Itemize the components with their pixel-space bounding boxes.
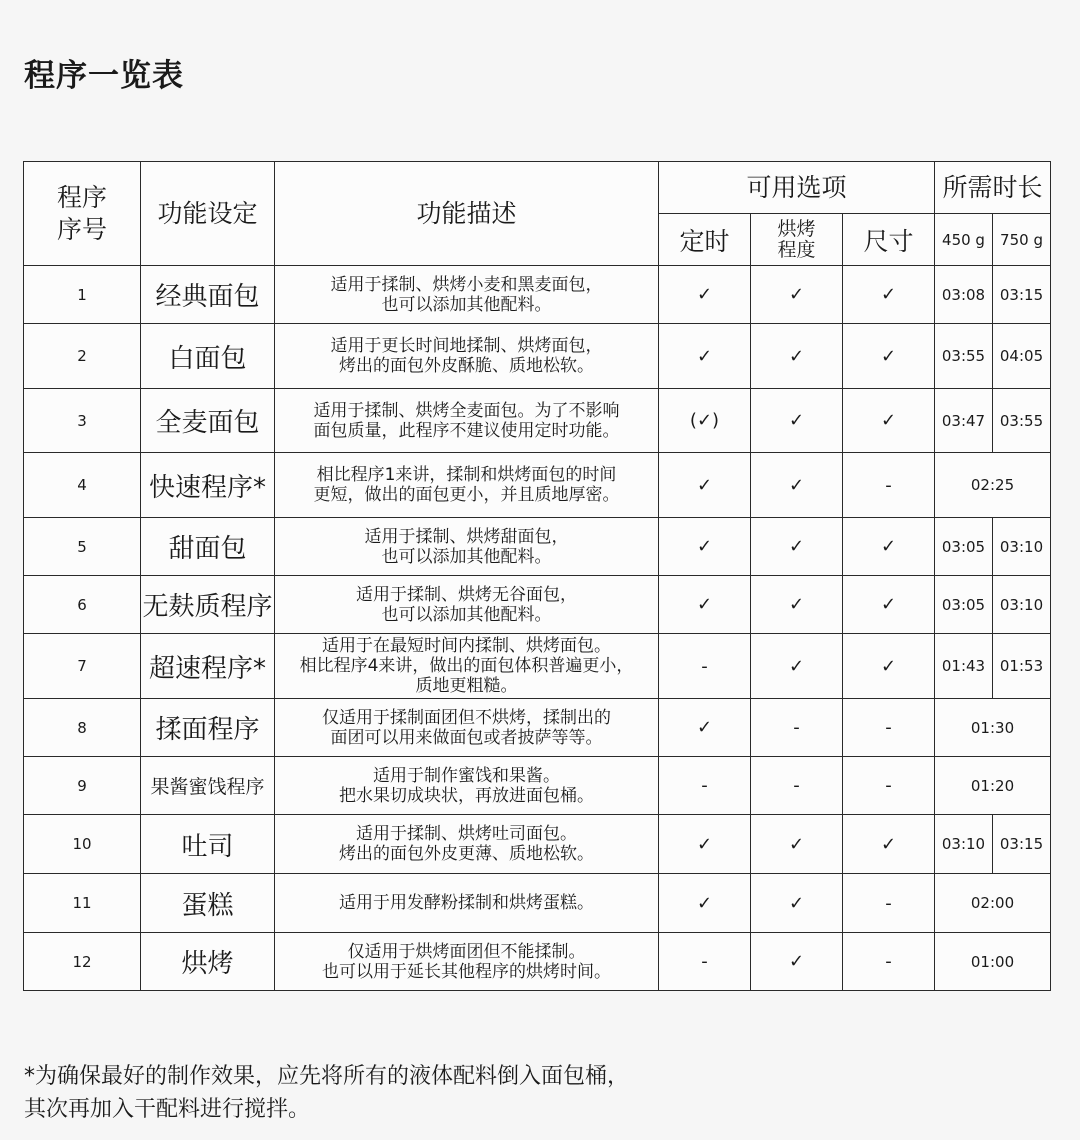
program-name: 快速程序* xyxy=(141,453,275,518)
size-option-mark: ✓ xyxy=(843,815,935,874)
program-description xyxy=(275,576,659,634)
browning-option-mark: ✓ xyxy=(751,324,843,389)
size-option-mark: ✓ xyxy=(843,266,935,324)
timer-option-mark: ✓ xyxy=(659,324,751,389)
description-line: 相比程序4来讲，做出的面包体积普遍更小， xyxy=(299,656,634,676)
timer-option-mark: (✓) xyxy=(659,389,751,453)
duration-750g: 03:55 xyxy=(993,389,1051,453)
browning-option-mark: ✓ xyxy=(751,815,843,874)
program-description xyxy=(275,933,659,991)
program-description xyxy=(275,518,659,576)
footnote-line: *为确保最好的制作效果，应先将所有的液体配料倒入面包桶， xyxy=(24,1064,630,1089)
description-line: 也可以用于延长其他程序的烘烤时间。 xyxy=(322,961,611,982)
table-row xyxy=(24,815,1051,874)
timer-option-mark: ✓ xyxy=(659,453,751,518)
program-name: 全麦面包 xyxy=(141,389,275,453)
size-option-mark: ✓ xyxy=(843,324,935,389)
header-size-450: 450 g xyxy=(935,214,993,266)
size-option-mark: - xyxy=(843,699,935,757)
table-row xyxy=(24,324,1051,389)
description-line: 烤出的面包外皮酥脆、质地松软。 xyxy=(339,356,594,376)
browning-option-mark: ✓ xyxy=(751,453,843,518)
program-name: 无麸质程序 xyxy=(141,576,275,634)
description-line: 也可以添加其他配料。 xyxy=(381,546,552,567)
table-row xyxy=(24,757,1051,815)
size-option-mark: ✓ xyxy=(843,634,935,699)
program-name: 揉面程序 xyxy=(141,699,275,757)
table-row xyxy=(24,933,1051,991)
header-browning: 烘烤 程度 xyxy=(751,214,843,266)
description-line: 适用于揉制、烘烤吐司面包。 xyxy=(356,824,577,844)
header-duration: 所需时长 xyxy=(935,162,1051,214)
footnote xyxy=(24,1060,629,1126)
description-line: 面团可以用来做面包或者披萨等等。 xyxy=(330,727,603,748)
program-description xyxy=(275,453,659,518)
description-line: 也可以添加其他配料。 xyxy=(381,294,552,315)
description-line: 适用于在最短时间内揉制、烘烤面包。 xyxy=(322,636,611,656)
header-description: 功能描述 xyxy=(275,162,659,266)
program-description xyxy=(275,324,659,389)
duration-value: 02:00 xyxy=(935,874,1051,933)
description-line: 质地更粗糙。 xyxy=(415,676,518,696)
size-option-mark: ✓ xyxy=(843,518,935,576)
duration-value: 01:30 xyxy=(935,699,1051,757)
description-line: 仅适用于烘烤面团但不能揉制。 xyxy=(347,941,586,962)
program-description xyxy=(275,699,659,757)
description-line: 更短，做出的面包更小，并且质地厚密。 xyxy=(313,485,620,505)
duration-750g: 04:05 xyxy=(993,324,1051,389)
program-description xyxy=(275,266,659,324)
duration-750g: 03:15 xyxy=(993,815,1051,874)
browning-option-mark: ✓ xyxy=(751,518,843,576)
description-line: 适用于揉制、烘烤小麦和黑麦面包， xyxy=(330,274,603,295)
table-row xyxy=(24,699,1051,757)
browning-option-mark: ✓ xyxy=(751,634,843,699)
duration-750g: 03:10 xyxy=(993,518,1051,576)
program-description xyxy=(275,874,659,933)
description-line: 适用于更长时间地揉制、烘烤面包， xyxy=(330,336,603,356)
description-line: 烤出的面包外皮更薄、质地松软。 xyxy=(339,844,594,864)
description-line: 仅适用于揉制面团但不烘烤，揉制出的 xyxy=(322,707,611,728)
program-number: 12 xyxy=(24,933,141,991)
size-option-mark: - xyxy=(843,933,935,991)
table-row xyxy=(24,576,1051,634)
program-number: 2 xyxy=(24,324,141,389)
program-number: 4 xyxy=(24,453,141,518)
timer-option-mark: - xyxy=(659,933,751,991)
program-name: 烘烤 xyxy=(141,933,275,991)
duration-450g: 03:10 xyxy=(935,815,993,874)
timer-option-mark: - xyxy=(659,634,751,699)
size-option-mark: ✓ xyxy=(843,389,935,453)
size-option-mark: - xyxy=(843,874,935,933)
program-description xyxy=(275,815,659,874)
description-line: 适用于揉制、烘烤全麦面包。为了不影响 xyxy=(313,400,620,421)
program-name: 甜面包 xyxy=(141,518,275,576)
program-description xyxy=(275,389,659,453)
duration-450g: 03:05 xyxy=(935,518,993,576)
description-line: 适用于揉制、烘烤甜面包， xyxy=(364,526,569,547)
program-table-body xyxy=(24,266,1051,991)
header-program-no: 程序 序号 xyxy=(24,162,141,266)
size-option-mark: - xyxy=(843,757,935,815)
browning-option-mark: - xyxy=(751,699,843,757)
program-number: 3 xyxy=(24,389,141,453)
timer-option-mark: ✓ xyxy=(659,699,751,757)
duration-750g: 03:10 xyxy=(993,576,1051,634)
duration-450g: 03:47 xyxy=(935,389,993,453)
browning-option-mark: - xyxy=(751,757,843,815)
table-row xyxy=(24,389,1051,453)
program-number: 10 xyxy=(24,815,141,874)
browning-option-mark: ✓ xyxy=(751,389,843,453)
duration-value: 01:20 xyxy=(935,757,1051,815)
program-description xyxy=(275,634,659,699)
program-name: 超速程序* xyxy=(141,634,275,699)
header-timer: 定时 xyxy=(659,214,751,266)
description-line: 适用于用发酵粉揉制和烘烤蛋糕。 xyxy=(339,893,594,913)
program-number: 1 xyxy=(24,266,141,324)
program-name: 果酱蜜饯程序 xyxy=(141,757,275,815)
description-line: 面包质量，此程序不建议使用定时功能。 xyxy=(313,420,620,441)
program-table xyxy=(23,161,1051,991)
description-line: 也可以添加其他配料。 xyxy=(381,604,552,625)
timer-option-mark: ✓ xyxy=(659,874,751,933)
table-row xyxy=(24,266,1051,324)
program-number: 9 xyxy=(24,757,141,815)
program-number: 7 xyxy=(24,634,141,699)
duration-750g: 01:53 xyxy=(993,634,1051,699)
program-number: 5 xyxy=(24,518,141,576)
duration-750g: 03:15 xyxy=(993,266,1051,324)
description-line: 把水果切成块状，再放进面包桶。 xyxy=(339,785,594,806)
duration-450g: 03:05 xyxy=(935,576,993,634)
header-size: 尺寸 xyxy=(843,214,935,266)
timer-option-mark: ✓ xyxy=(659,576,751,634)
table-row xyxy=(24,518,1051,576)
page-title: 程序一览表 xyxy=(24,58,184,94)
description-line: 适用于揉制、烘烤无谷面包， xyxy=(356,584,577,605)
browning-option-mark: ✓ xyxy=(751,266,843,324)
duration-450g: 03:55 xyxy=(935,324,993,389)
duration-450g: 03:08 xyxy=(935,266,993,324)
timer-option-mark: - xyxy=(659,757,751,815)
header-size-750: 750 g xyxy=(993,214,1051,266)
table-row xyxy=(24,634,1051,699)
browning-option-mark: ✓ xyxy=(751,874,843,933)
program-description xyxy=(275,757,659,815)
footnote-line: 其次再加入干配料进行搅拌。 xyxy=(24,1097,311,1122)
program-name: 吐司 xyxy=(141,815,275,874)
description-line: 相比程序1来讲，揉制和烘烤面包的时间 xyxy=(316,465,617,485)
browning-option-mark: ✓ xyxy=(751,576,843,634)
description-line: 适用于制作蜜饯和果酱。 xyxy=(373,765,560,786)
program-number: 11 xyxy=(24,874,141,933)
duration-450g: 01:43 xyxy=(935,634,993,699)
size-option-mark: - xyxy=(843,453,935,518)
timer-option-mark: ✓ xyxy=(659,518,751,576)
timer-option-mark: ✓ xyxy=(659,815,751,874)
timer-option-mark: ✓ xyxy=(659,266,751,324)
header-function: 功能设定 xyxy=(141,162,275,266)
program-number: 6 xyxy=(24,576,141,634)
duration-value: 02:25 xyxy=(935,453,1051,518)
program-name: 白面包 xyxy=(141,324,275,389)
table-row xyxy=(24,874,1051,933)
program-name: 蛋糕 xyxy=(141,874,275,933)
duration-value: 01:00 xyxy=(935,933,1051,991)
table-row xyxy=(24,453,1051,518)
program-number: 8 xyxy=(24,699,141,757)
program-name: 经典面包 xyxy=(141,266,275,324)
header-options: 可用选项 xyxy=(659,162,935,214)
size-option-mark: ✓ xyxy=(843,576,935,634)
browning-option-mark: ✓ xyxy=(751,933,843,991)
